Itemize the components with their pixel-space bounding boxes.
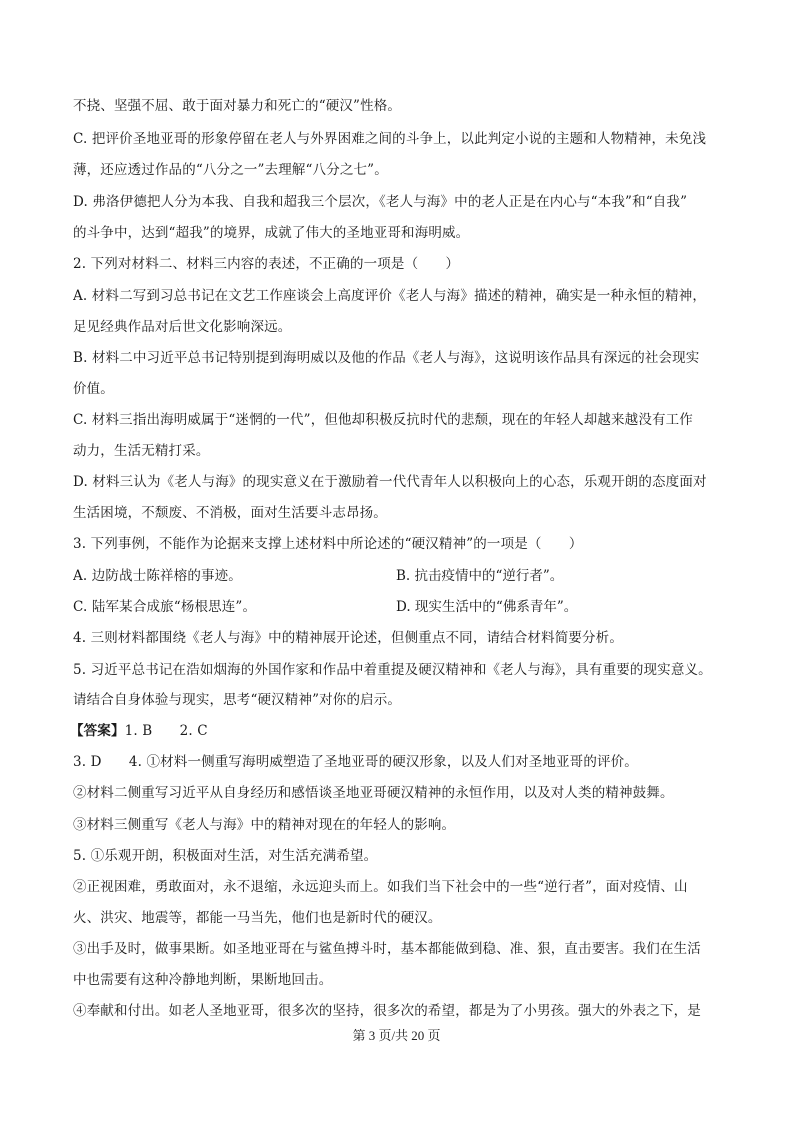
text-line: 动力，生活无精打采。 xyxy=(73,443,210,459)
text-line: 生活困境，不颓废、不消极，面对生活要斗志昂扬。 xyxy=(73,505,387,521)
text-line: 请结合自身体验与现实，思考“硬汉精神”对你的启示。 xyxy=(73,692,402,708)
answer-line: ②正视困难，勇敢面对，永不退缩，永远迎头而上。如我们当下社会中的一些“逆行者”，面对疫情、山 xyxy=(73,879,688,895)
q3-option-d: D. 现实生活中的“佛系青年”。 xyxy=(396,599,578,615)
answer-line: ③材料三侧重写《老人与海》中的精神对现在的年轻人的影响。 xyxy=(73,817,456,833)
q3-option-c: C. 陆军某合成旅“杨根思连”。 xyxy=(73,599,257,615)
answer-line: 火、洪灾、地震等，都能一马当先，他们也是新时代的硬汉。 xyxy=(73,910,442,926)
answer-line: ③出手及时，做事果断。如圣地亚哥在与鲨鱼搏斗时，基本都能做到稳、准、狠，直击要害。我们在生活 xyxy=(73,941,701,957)
question-4: 4. 三则材料都围绕《老人与海》中的精神展开论述，但侧重点不同，请结合材料简要分析。 xyxy=(73,630,623,646)
page-footer: 第 3 页/共 20 页 xyxy=(352,1028,441,1043)
answer-line: 3. D 4. ①材料一侧重写海明威塑造了圣地亚哥的硬汉形象，以及人们对圣地亚哥的评价。 xyxy=(73,754,638,770)
answer-heading xyxy=(70,721,723,741)
answer-line: 5. ①乐观开朗，积极面对生活，对生活充满希望。 xyxy=(73,848,378,864)
text-line: 不挠、坚强不屈、敢于面对暴力和死亡的“硬汉”性格。 xyxy=(73,98,402,114)
answer-line: 中也需要有这种冷静地判断，果断地回击。 xyxy=(73,972,333,988)
answer-line: ④奉献和付出。如老人圣地亚哥，很多次的坚持，很多次的希望，都是为了小男孩。强大的外表之下，是 xyxy=(73,1003,701,1019)
text-line: 价值。 xyxy=(73,381,114,397)
answer-label: 【答案】 xyxy=(70,723,125,739)
option-c-line: C. 材料三指出海明威属于“迷惘的一代”，但他却积极反抗时代的悲颓，现在的年轻人却越来越没有工作 xyxy=(73,412,693,428)
option-d-line: D. 弗洛伊德把人分为本我、自我和超我三个层次，《老人与海》中的老人正是在内心与“本我”和“自我” xyxy=(73,194,688,210)
question-5: 5. 习近平总书记在浩如烟海的外国作家和作品中着重提及硬汉精神和《老人与海》，具有重要的现实意义。 xyxy=(73,662,712,678)
answer-line: ②材料二侧重写习近平从自身经历和感悟谈圣地亚哥硬汉精神的永恒作用，以及对人类的精神鼓舞。 xyxy=(73,785,674,801)
q3-option-b: B. 抗击疫情中的“逆行者”。 xyxy=(396,568,564,584)
option-b-line: B. 材料二中习近平总书记特别提到海明威以及他的作品《老人与海》，这说明该作品具有深远的社会现实 xyxy=(73,350,700,366)
text-line: 足见经典作品对后世文化影响深远。 xyxy=(73,319,292,335)
question-3: 3. 下列事例，不能作为论据来支撑上述材料中所论述的“硬汉精神”的一项是（ ） xyxy=(73,536,583,552)
option-a-line: A. 材料二写到习总书记在文艺工作座谈会上高度评价《老人与海》描述的精神，确实是一种永恒的精神， xyxy=(73,288,707,304)
option-d-line: D. 材料三认为《老人与海》的现实意义在于激励着一代代青年人以积极向上的心态，乐观开朗的态度面对 xyxy=(73,474,707,490)
question-2: 2. 下列对材料二、材料三内容的表述，不正确的一项是（ ） xyxy=(73,256,460,272)
q3-option-a: A. 边防战士陈祥榕的事迹。 xyxy=(73,568,242,584)
text-line: 薄，还应透过作品的“八分之一”去理解“八分之七”。 xyxy=(73,162,388,178)
answer-first: 1. B 2. C xyxy=(124,723,208,739)
option-c-line: C. 把评价圣地亚哥的形象停留在老人与外界困难之间的斗争上，以此判定小说的主题和人物精神，未免浅 xyxy=(73,131,707,147)
text-line: 的斗争中，达到“超我”的境界，成就了伟大的圣地亚哥和海明威。 xyxy=(73,225,470,241)
